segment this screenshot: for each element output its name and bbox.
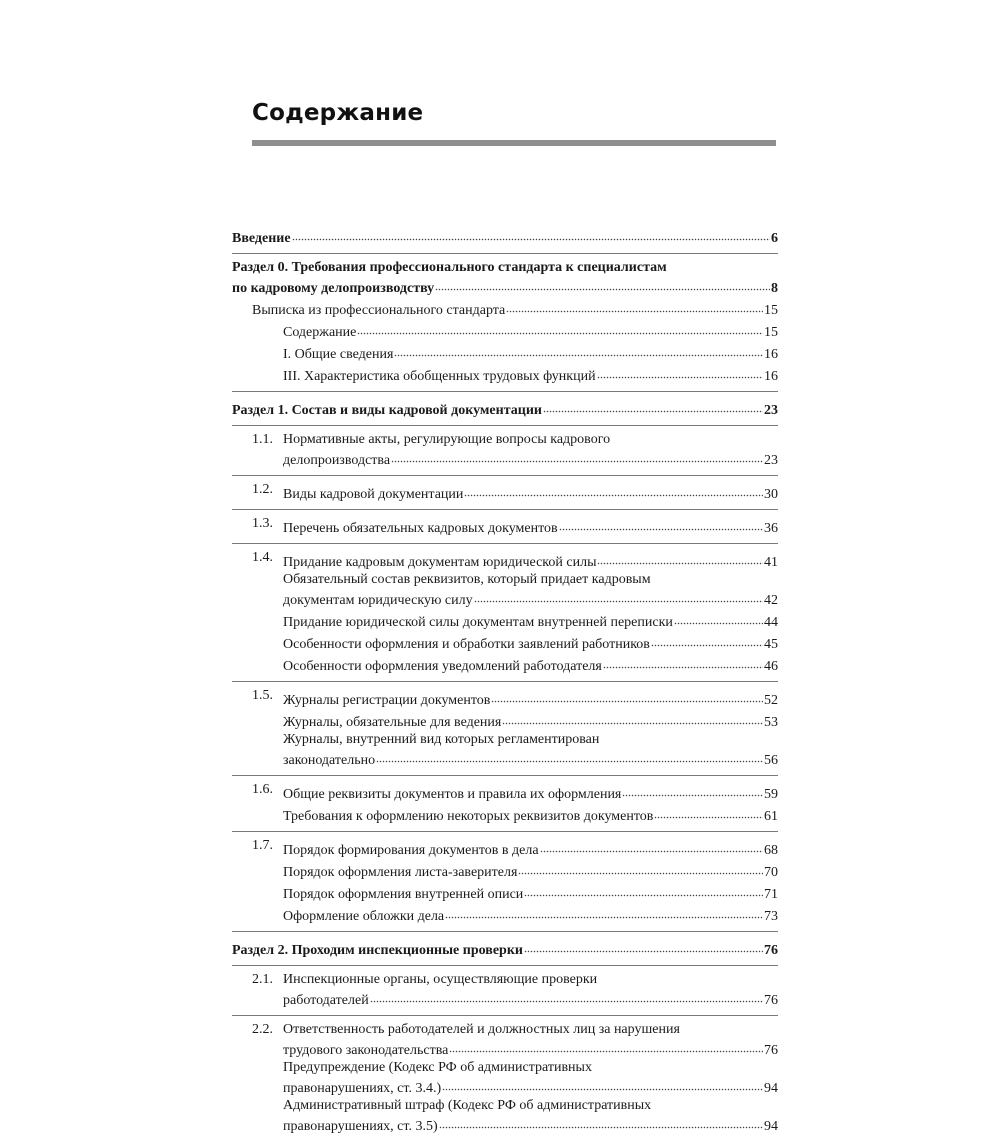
dot-leader [603,654,763,670]
toc-entry[interactable] [232,1060,778,1097]
toc-entry[interactable] [232,342,778,363]
dot-leader [540,838,763,854]
toc-page-number: 44 [764,615,778,630]
toc-page-number: 53 [764,715,778,730]
toc-page-number: 73 [764,909,778,924]
toc-page-number: 56 [764,753,778,768]
toc-entry[interactable] [232,226,778,247]
toc-entry[interactable] [232,260,778,297]
toc-entry[interactable] [232,838,778,859]
toc-page-number: 76 [764,993,778,1008]
toc-entry[interactable] [232,632,778,653]
toc-page-number: 76 [764,943,778,958]
toc-entry[interactable] [232,654,778,675]
dot-leader [654,804,763,820]
toc-entry[interactable] [232,298,778,319]
toc-entry[interactable] [232,550,778,571]
toc-entry-title: Придание кадровым документам юридической силы [283,555,597,570]
toc-entry-title: законодательно [283,753,376,768]
toc-entry-title: Раздел 0. Требования профессионального стандарта к специалистам [232,260,667,275]
toc-entry-title: Введение [232,231,291,246]
toc-page-number: 45 [764,637,778,652]
dot-leader [292,226,770,242]
toc-entry-title: Особенности оформления и обработки заявлений работников [283,637,650,652]
toc-entry[interactable] [232,432,778,469]
toc-page-number: 42 [764,593,778,608]
toc-entry-title: Предупреждение (Кодекс РФ об административных [283,1060,592,1075]
toc-entry-number: 2.1. [252,972,273,987]
toc-entry-title: Инспекционные органы, осуществляющие проверки [283,972,598,987]
section-divider [232,681,778,682]
section-divider [232,253,778,254]
toc-entry[interactable] [232,688,778,709]
dot-leader [394,342,763,358]
toc-page-number: 61 [764,809,778,824]
page-title: Содержание [252,100,424,126]
dot-leader [524,882,763,898]
toc-page-number: 23 [764,453,778,468]
dot-leader [435,276,770,292]
toc-entry-title: III. Характеристика обобщенных трудовых функций [283,369,596,384]
toc-entry-title: Раздел 1. Состав и виды кадровой документации [232,403,542,418]
dot-leader [464,482,763,498]
toc-entry-number: 1.4. [252,550,273,565]
toc-entry-title: Журналы регистрации документов [283,693,491,708]
dot-leader [524,938,763,954]
dot-leader [597,364,763,380]
toc-page-number: 36 [764,521,778,536]
toc-page-number: 94 [764,1081,778,1096]
toc-entry[interactable] [232,882,778,903]
dot-leader [491,688,763,704]
dot-leader [506,298,763,314]
toc-entry[interactable] [232,972,778,1009]
toc-entry[interactable] [232,732,778,769]
dot-leader [442,1076,763,1092]
dot-leader [439,1114,763,1130]
toc-page-number: 41 [764,555,778,570]
dot-leader [597,550,763,566]
toc-page-number: 23 [764,403,778,418]
toc-page-number: 52 [764,693,778,708]
toc-entry[interactable] [232,364,778,385]
toc-entry-title: Виды кадровой документации [283,487,464,502]
toc-entry-number: 1.1. [252,432,273,447]
toc-entry-number: 1.2. [252,482,273,497]
toc-entry-title: Выписка из профессионального стандарта [252,303,506,318]
toc-page-number: 16 [764,369,778,384]
section-divider [232,425,778,426]
toc-page-number: 71 [764,887,778,902]
toc-entry-title: Журналы, внутренний вид которых регламентирован [283,732,600,747]
toc-entry-title: Содержание [283,325,357,340]
section-divider [232,965,778,966]
section-divider [232,391,778,392]
dot-leader [518,860,763,876]
title-rule [252,140,776,146]
dot-leader [502,710,763,726]
toc-page-number: 15 [764,325,778,340]
section-divider [232,775,778,776]
toc-entry-title: Общие реквизиты документов и правила их оформления [283,787,622,802]
toc-entry-title: правонарушениях, ст. 3.5) [283,1119,438,1134]
toc-page-number: 30 [764,487,778,502]
toc-entry[interactable] [232,320,778,341]
toc-entry[interactable] [232,516,778,537]
toc-entry[interactable] [232,482,778,503]
toc-entry[interactable] [232,610,778,631]
toc-page-number: 6 [771,231,778,246]
toc-entry-title: I. Общие сведения [283,347,394,362]
dot-leader [651,632,763,648]
toc-entry-title: Обязательный состав реквизитов, который придает кадровым [283,572,651,587]
section-divider [232,931,778,932]
toc-page-number: 8 [771,281,778,296]
toc-entry[interactable] [232,782,778,803]
dot-leader [391,448,763,464]
toc-entry-title: Особенности оформления уведомлений работодателя [283,659,602,674]
section-divider [232,475,778,476]
toc-entry-number: 2.2. [252,1022,273,1037]
dot-leader [674,610,763,626]
toc-page-number: 15 [764,303,778,318]
toc-entry[interactable] [232,572,778,609]
toc-entry-number: 1.3. [252,516,273,531]
toc-page-number: 94 [764,1119,778,1134]
section-divider [232,1015,778,1016]
toc-entry-title: Требования к оформлению некоторых реквизитов документов [283,809,654,824]
toc-page-number: 70 [764,865,778,880]
toc-entry-title: трудового законодательства [283,1043,449,1058]
toc-entry-title: Оформление обложки дела [283,909,445,924]
section-divider [232,509,778,510]
dot-leader [449,1038,763,1054]
toc-entry-title: Перечень обязательных кадровых документов [283,521,558,536]
toc-entry-title: Ответственность работодателей и должностных лиц за нарушения [283,1022,680,1037]
toc-entry-title: Нормативные акты, регулирующие вопросы кадрового [283,432,611,447]
toc-page-number: 68 [764,843,778,858]
toc-page-number: 76 [764,1043,778,1058]
toc-entry-title: Порядок оформления листа-заверителя [283,865,518,880]
toc-entry[interactable] [232,398,778,419]
toc-entry[interactable] [232,1098,778,1135]
toc-page-number: 46 [764,659,778,674]
toc-entry[interactable] [232,804,778,825]
toc-entry-title: Придание юридической силы документам внутренней переписки [283,615,673,630]
toc-entry-title: Административный штраф (Кодекс РФ об административных [283,1098,652,1113]
toc-entry[interactable] [232,938,778,959]
toc-entry[interactable] [232,710,778,731]
dot-leader [559,516,763,532]
dot-leader [445,904,763,920]
toc-entry-title: Раздел 2. Проходим инспекционные проверки [232,943,523,958]
table-of-contents [232,226,778,1136]
toc-entry-title: по кадровому делопроизводству [232,281,435,296]
toc-entry-title: Порядок формирования документов в дела [283,843,539,858]
toc-entry-title: правонарушениях, ст. 3.4.) [283,1081,442,1096]
toc-entry[interactable] [232,1022,778,1059]
toc-entry[interactable] [232,860,778,881]
dot-leader [376,748,763,764]
dot-leader [474,588,763,604]
toc-entry-number: 1.7. [252,838,273,853]
toc-entry-number: 1.5. [252,688,273,703]
dot-leader [357,320,763,336]
dot-leader [370,988,763,1004]
toc-entry-title: работодателей [283,993,369,1008]
toc-entry[interactable] [232,904,778,925]
section-divider [232,543,778,544]
toc-entry-title: Порядок оформления внутренней описи [283,887,524,902]
section-divider [232,831,778,832]
toc-page-number: 59 [764,787,778,802]
toc-entry-title: делопроизводства [283,453,391,468]
toc-entry-number: 1.6. [252,782,273,797]
dot-leader [622,782,763,798]
toc-page-number: 16 [764,347,778,362]
toc-entry-title: документам юридическую силу [283,593,473,608]
toc-entry-title: Журналы, обязательные для ведения [283,715,502,730]
dot-leader [543,398,763,414]
